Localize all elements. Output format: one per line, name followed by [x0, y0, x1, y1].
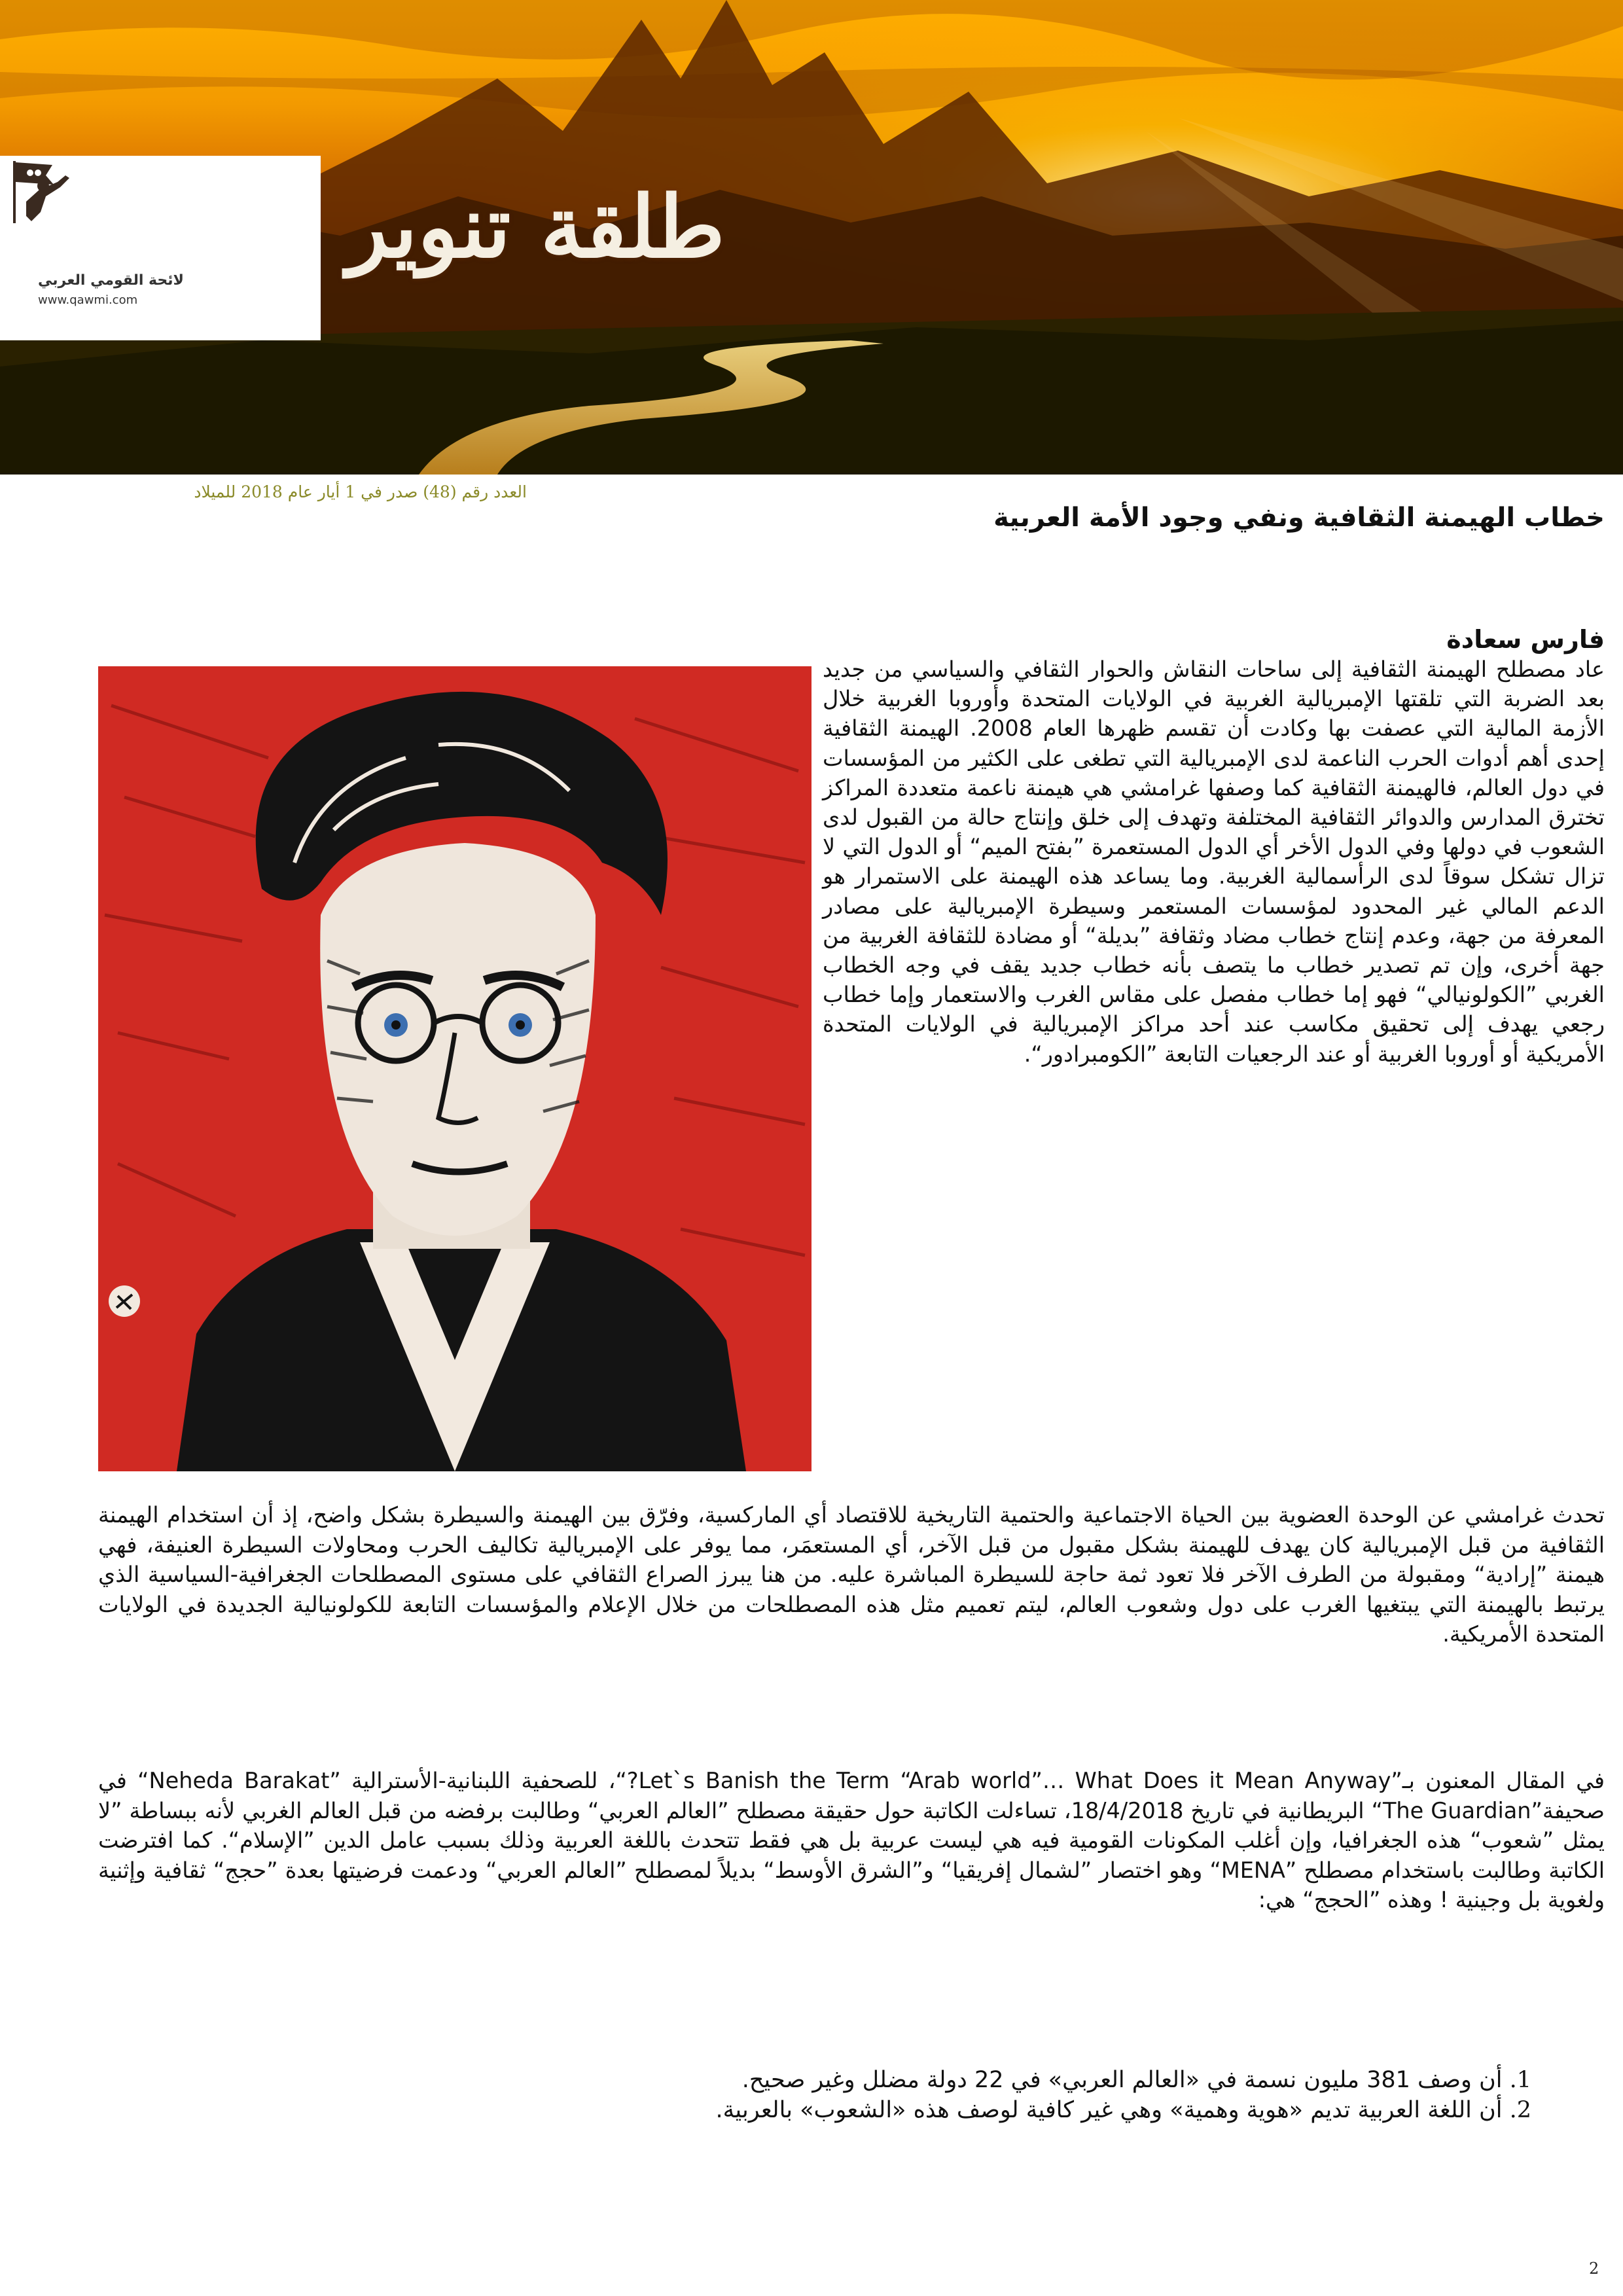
- list-item-text: أن اللغة العربية تديم «هوية وهمية» وهي غير كافية لوصف هذه «الشعوب» بالعربية.: [715, 2097, 1503, 2123]
- masthead-title: طلقة تنوير: [347, 177, 725, 277]
- list-item: [98, 2065, 1531, 2095]
- arguments-list: [98, 2065, 1531, 2125]
- paragraph-2: تحدث غرامشي عن الوحدة العضوية بين الحياة الاجتماعية والحتمية التاريخية للاقتصاد أي الماركسية، وفرّق بين الهيمنة والسيطرة بشكل واضح، إذ أن استخدام الهيمنة الثقافية من قبل الإمبريالية كان يهدف للهيمنة بشكل مقبول من قبل الآخر، أي المستعمَر، مما يوفر على الإمبريالية تكاليف الحرب ومحاولات السيطرة العنيفة، فهي هيمنة ”إرادية“ ومقبولة من الطرف الآخر فلا تعود ثمة حاجة للسيطرة المباشرة عليه. من هنا يبرز الصراع الثقافي على مستوى المصطلحات الجغرافية-السياسية الذي يرتبط بالهيمنة التي يبتغيها الغرب على دول وشعوب العالم، ليتم تعميم مثل هذه المصطلحات من خلال الإعلام والمؤسسات التابعة للكولونيالية الجديدة في الولايات المتحدة الأمريكية.: [98, 1502, 1605, 1647]
- logo-name: لائحة القومي العربي: [38, 272, 184, 289]
- gramsci-portrait-image: [98, 666, 812, 1471]
- page-number: 2: [1589, 2259, 1599, 2278]
- header-banner: [0, 0, 1623, 475]
- paragraph-3: في المقال المعنون بـ”Let`s Banish the Term “Arab world”… What Does it Mean Anyway?“، للصحفية اللبنانية-الأسترالية ”Neheda Barakat“ في صحيفة”The Guardian“ البريطانية في تاريخ 18/4/2018، تساءلت الكاتبة حول حقيقة مصطلح ”العالم العربي“ وطالبت برفضه من قبل العالم الغربي لأنه ببساطة ”لا يمثل ”شعوب“ هذه الجغرافيا، وإن أغلب المكونات القومية فيه هي ليست عربية بل هي فقط تتحدث باللغة العربية وذلك بسبب عامل الدين ”الإسلام“. كما افترضت الكاتبة وطالبت باستخدام مصطلح ”MENA“ وهو اختصار ”لشمال إفريقيا“ و”الشرق الأوسط“ بديلاً لمصطلح ”العالم العربي“ ودعمت فرضيتها بعدة ”حجج“ ثقافية وإثنية ولغوية بل وجينية ! وهذه ”الحجج“ هي:: [98, 1768, 1605, 1912]
- issue-info: العدد رقم (48) صدر في 1 أيار عام 2018 للميلاد: [194, 482, 527, 501]
- flag-bearer-logo-icon: [0, 156, 79, 228]
- list-item-number: 2.: [1509, 2097, 1531, 2123]
- paragraph-1: عاد مصطلح الهيمنة الثقافية إلى ساحات النقاش والحوار الثقافي والسياسي من جديد بعد الضربة التي تلقتها الإمبريالية الغربية في الولايات المتحدة وأوروبا الغربية خلال الأزمة المالية التي عصفت بها وكادت أن تقسم ظهرها العام 2008. الهيمنة الثقافية إحدى أهم أدوات الحرب الناعمة لدى الإمبريالية التي تطغى على الكثير من المؤسسات في دول العالم، فالهيمنة الثقافية كما وصفها غرامشي هي هيمنة ناعمة متعددة المراكز تخترق المدارس والدوائر الثقافية المختلفة وتهدف إلى خلق وإنتاج حالة من القبول لدى الشعوب في دولها وفي الدول الأخر أي الدول المستعمرة ”بفتح الميم“ أو الدول التي لا تزال تشكل سوقاً لدى الرأسمالية الغربية. وما يساعد هذه الهيمنة على الاستمرار هو الدعم المالي غير المحدود لمؤسسات المستعمر وسيطرة الإمبريالية على مصادر المعرفة من جهة، وعدم إنتاج خطاب مضاد وثقافة ”بديلة“ أو مضادة للثقافة الغربية من جهة أخرى، وإن تم تصدير خطاب ما يتصف بأنه خطاب جديد يقف في وجه الخطاب الغربي ”الكولونيالي“ فهو إما خطاب مفصل على مقاس الغرب والاستعمار وإما خطاب رجعي يهدف إلى تحقيق مكاسب عند أحد مراكز الإمبريالية في الولايات المتحدة الأمريكية أو أوروبا الغربية أو عند الرجعيات التابعة ”الكومبرادور“.: [823, 656, 1605, 1067]
- list-item: [98, 2095, 1531, 2125]
- list-item-text: أن وصف 381 مليون نسمة في «العالم العربي» في 22 دولة مضلل وغير صحيح.: [741, 2067, 1503, 2093]
- article-title: خطاب الهيمنة الثقافية ونفي وجود الأمة العربية: [993, 503, 1605, 533]
- list-item-number: 1.: [1509, 2067, 1531, 2093]
- logo-box: [0, 156, 321, 340]
- logo-url: www.qawmi.com: [38, 293, 138, 307]
- article-author: فارس سعادة: [1446, 625, 1605, 654]
